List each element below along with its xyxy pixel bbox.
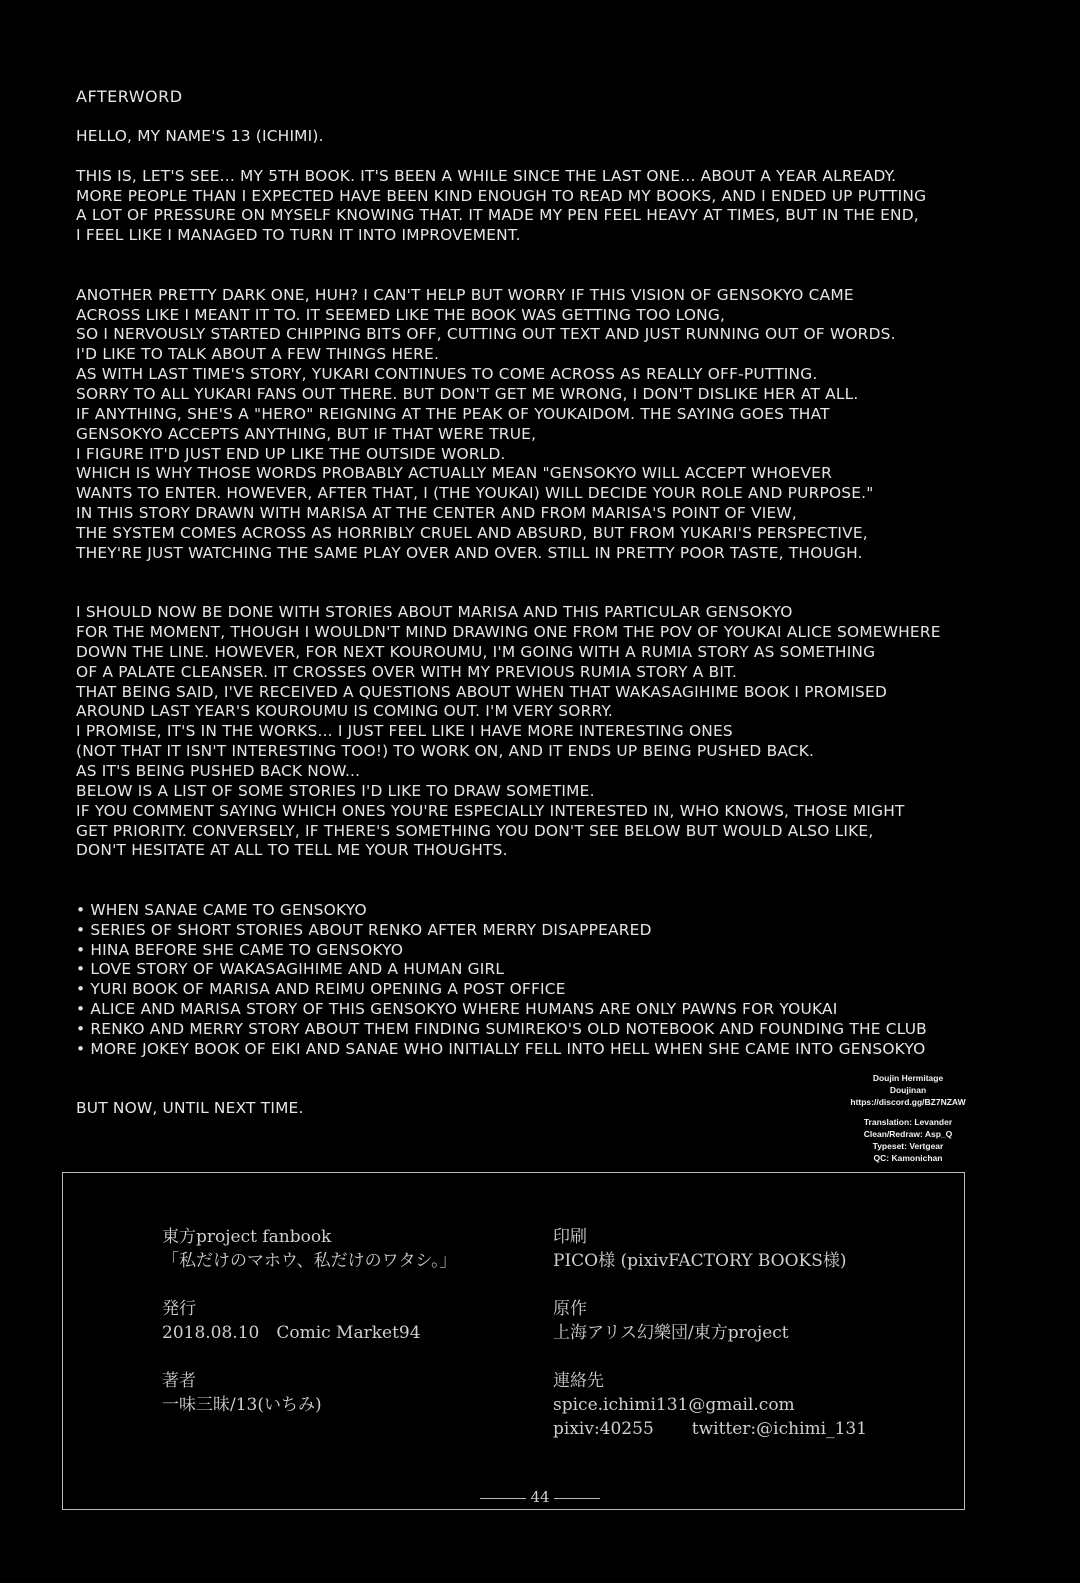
afterword-line: GENSOKYO ACCEPTS ANYTHING, BUT IF THAT WERE TRUE,	[76, 424, 537, 443]
afterword-line: AROUND LAST YEAR'S KOUROUMU IS COMING OUT. I'M VERY SORRY.	[76, 702, 613, 721]
credits-subgroup: Doujinan	[889, 1085, 927, 1095]
credits-translation: Translation: Levander	[863, 1117, 953, 1127]
credits-qc: QC: Kamonichan	[873, 1153, 943, 1163]
afterword-line: IN THIS STORY DRAWN WITH MARISA AT THE CENTER AND FROM MARISA'S POINT OF VIEW,	[76, 504, 797, 523]
paragraph-gap	[76, 583, 1016, 603]
colophon-box	[62, 1172, 965, 1510]
afterword-line: A LOT OF PRESSURE ON MYSELF KNOWING THAT. IT MADE MY PEN FEEL HEAVY AT TIMES, BUT IN THE END,	[76, 206, 919, 225]
paragraph-gap	[76, 861, 1016, 881]
afterword-line: THE SYSTEM COMES ACROSS AS HORRIBLY CRUEL AND ABSURD, BUT FROM YUKARI'S PERSPECTIVE,	[76, 523, 868, 542]
afterword-line: • HINA BEFORE SHE CAME TO GENSOKYO	[76, 940, 404, 959]
afterword-line: WANTS TO ENTER. HOWEVER, AFTER THAT, I (THE YOUKAI) WILL DECIDE YOUR ROLE AND PURPOSE."	[76, 484, 874, 503]
colophon-contact-label: 連絡先	[553, 1371, 604, 1391]
afterword-line: BELOW IS A LIST OF SOME STORIES I'D LIKE TO DRAW SOMETIME.	[76, 781, 595, 800]
afterword-line: THAT BEING SAID, I'VE RECEIVED A QUESTIONS ABOUT WHEN THAT WAKASAGIHIME BOOK I PROMISED	[76, 682, 888, 701]
afterword-line: • ALICE AND MARISA STORY OF THIS GENSOKYO WHERE HUMANS ARE ONLY PAWNS FOR YOUKAI	[76, 1000, 838, 1019]
afterword-line: SO I NERVOUSLY STARTED CHIPPING BITS OFF, CUTTING OUT TEXT AND JUST RUNNING OUT OF WORDS.	[76, 325, 896, 344]
afterword-line: SORRY TO ALL YUKARI FANS OUT THERE. BUT DON'T GET ME WRONG, I DON'T DISLIKE HER AT ALL.	[76, 384, 859, 403]
afterword-line: IF YOU COMMENT SAYING WHICH ONES YOU'RE ESPECIALLY INTERESTED IN, WHO KNOWS, THOSE MIGHT	[76, 801, 905, 820]
colophon-original-value: 上海アリス幻樂団/東方project	[553, 1323, 789, 1343]
colophon-right-column	[553, 1225, 867, 1441]
afterword-line: I FIGURE IT'D JUST END UP LIKE THE OUTSIDE WORLD.	[76, 444, 506, 463]
afterword-line: I SHOULD NOW BE DONE WITH STORIES ABOUT MARISA AND THIS PARTICULAR GENSOKYO	[76, 603, 793, 622]
afterword-line: I FEEL LIKE I MANAGED TO TURN IT INTO IMPROVEMENT.	[76, 226, 521, 245]
credits-link[interactable]: https://discord.gg/BZ7NZAW	[850, 1097, 966, 1107]
page-number	[0, 1488, 1080, 1506]
colophon-title-line2: 「私だけのマホウ、私だけのワタシ。」	[162, 1251, 457, 1271]
paragraph-gap	[76, 564, 1016, 584]
colophon-print-label: 印刷	[553, 1227, 587, 1247]
afterword-heading: AFTERWORD	[76, 87, 183, 106]
colophon-publish-label: 発行	[162, 1299, 196, 1319]
afterword-line: I'D LIKE TO TALK ABOUT A FEW THINGS HERE.	[76, 345, 440, 364]
afterword-line: • RENKO AND MERRY STORY ABOUT THEM FINDING SUMIREKO'S OLD NOTEBOOK AND FOUNDING THE CLUB	[76, 1019, 927, 1038]
afterword-line: • LOVE STORY OF WAKASAGIHIME AND A HUMAN GIRL	[76, 960, 505, 979]
afterword-line: OF A PALATE CLEANSER. IT CROSSES OVER WITH MY PREVIOUS RUMIA STORY A BIT.	[76, 662, 737, 681]
afterword-line: GET PRIORITY. CONVERSELY, IF THERE'S SOMETHING YOU DON'T SEE BELOW BUT WOULD ALSO LIKE,	[76, 821, 874, 840]
afterword-line: • YURI BOOK OF MARISA AND REIMU OPENING A POST OFFICE	[76, 980, 566, 999]
afterword-line: THIS IS, LET'S SEE... MY 5TH BOOK. IT'S BEEN A WHILE SINCE THE LAST ONE... ABOUT A YEAR ALREADY.	[76, 166, 897, 185]
credits-typeset: Typeset: Vertgear	[872, 1141, 944, 1151]
colophon-author-value: 一味三昧/13(いちみ)	[162, 1395, 322, 1415]
colophon-left-column	[162, 1225, 457, 1417]
credits-group: Doujin Hermitage	[872, 1073, 944, 1083]
afterword-line: THEY'RE JUST WATCHING THE SAME PLAY OVER AND OVER. STILL IN PRETTY POOR TASTE, THOUGH.	[76, 543, 863, 562]
scanlation-credits	[838, 1072, 978, 1164]
colophon-contact-pixiv[interactable]: pixiv:40255	[553, 1419, 654, 1439]
colophon-author-label: 著者	[162, 1371, 196, 1391]
colophon-contact-email[interactable]: spice.ichimi131@gmail.com	[553, 1395, 795, 1415]
colophon-print-value: PICO様 (pixivFACTORY BOOKS様)	[553, 1251, 847, 1271]
paragraph-gap	[76, 246, 1016, 266]
afterword-line: DOWN THE LINE. HOWEVER, FOR NEXT KOUROUMU, I'M GOING WITH A RUMIA STORY AS SOMETHING	[76, 642, 876, 661]
afterword-line: HELLO, MY NAME'S 13 (ICHIMI).	[76, 127, 324, 145]
afterword-line: FOR THE MOMENT, THOUGH I WOULDN'T MIND DRAWING ONE FROM THE POV OF YOUKAI ALICE SOMEWHERE	[76, 623, 941, 642]
colophon-contact-twitter[interactable]: twitter:@ichimi_131	[691, 1419, 868, 1439]
afterword-line: ANOTHER PRETTY DARK ONE, HUH? I CAN'T HELP BUT WORRY IF THIS VISION OF GENSOKYO CAME	[76, 285, 854, 304]
credits-clean: Clean/Redraw: Asp_Q	[863, 1129, 953, 1139]
afterword-line: (NOT THAT IT ISN'T INTERESTING TOO!) TO WORK ON, AND IT ENDS UP BEING PUSHED BACK.	[76, 742, 815, 761]
colophon-original-label: 原作	[553, 1299, 587, 1319]
afterword-line: MORE PEOPLE THAN I EXPECTED HAVE BEEN KIND ENOUGH TO READ MY BOOKS, AND I ENDED UP PUTTING	[76, 186, 927, 205]
afterword-body	[76, 127, 1016, 1119]
afterword-line: DON'T HESITATE AT ALL TO TELL ME YOUR THOUGHTS.	[76, 841, 508, 860]
afterword-line: • SERIES OF SHORT STORIES ABOUT RENKO AFTER MERRY DISAPPEARED	[76, 920, 652, 939]
paragraph-gap	[76, 881, 1016, 901]
colophon-publish-value: 2018.08.10 Comic Market94	[162, 1323, 421, 1343]
colophon-title-line1: 東方project fanbook	[162, 1227, 332, 1247]
afterword-line: AS IT'S BEING PUSHED BACK NOW...	[76, 762, 361, 780]
afterword-line: • WHEN SANAE CAME TO GENSOKYO	[76, 900, 367, 919]
paragraph-gap	[76, 266, 1016, 286]
afterword-line: • MORE JOKEY BOOK OF EIKI AND SANAE WHO INITIALLY FELL INTO HELL WHEN SHE CAME INTO GENSOKYO	[76, 1039, 926, 1058]
afterword-line: ACROSS LIKE I MEANT IT TO. IT SEEMED LIKE THE BOOK WAS GETTING TOO LONG,	[76, 305, 726, 324]
afterword-line: WHICH IS WHY THOSE WORDS PROBABLY ACTUALLY MEAN "GENSOKYO WILL ACCEPT WHOEVER	[76, 464, 832, 483]
afterword-line: IF ANYTHING, SHE'S A "HERO" REIGNING AT THE PEAK OF YOUKAIDOM. THE SAYING GOES THAT	[76, 404, 830, 423]
page-number-text: 44	[526, 1488, 553, 1506]
afterword-line: BUT NOW, UNTIL NEXT TIME.	[76, 1099, 304, 1118]
afterword-line: AS WITH LAST TIME'S STORY, YUKARI CONTINUES TO COME ACROSS AS REALLY OFF-PUTTING.	[76, 365, 818, 384]
afterword-line: I PROMISE, IT'S IN THE WORKS... I JUST FEEL LIKE I HAVE MORE INTERESTING ONES	[76, 722, 733, 741]
paragraph-gap	[76, 147, 1016, 167]
